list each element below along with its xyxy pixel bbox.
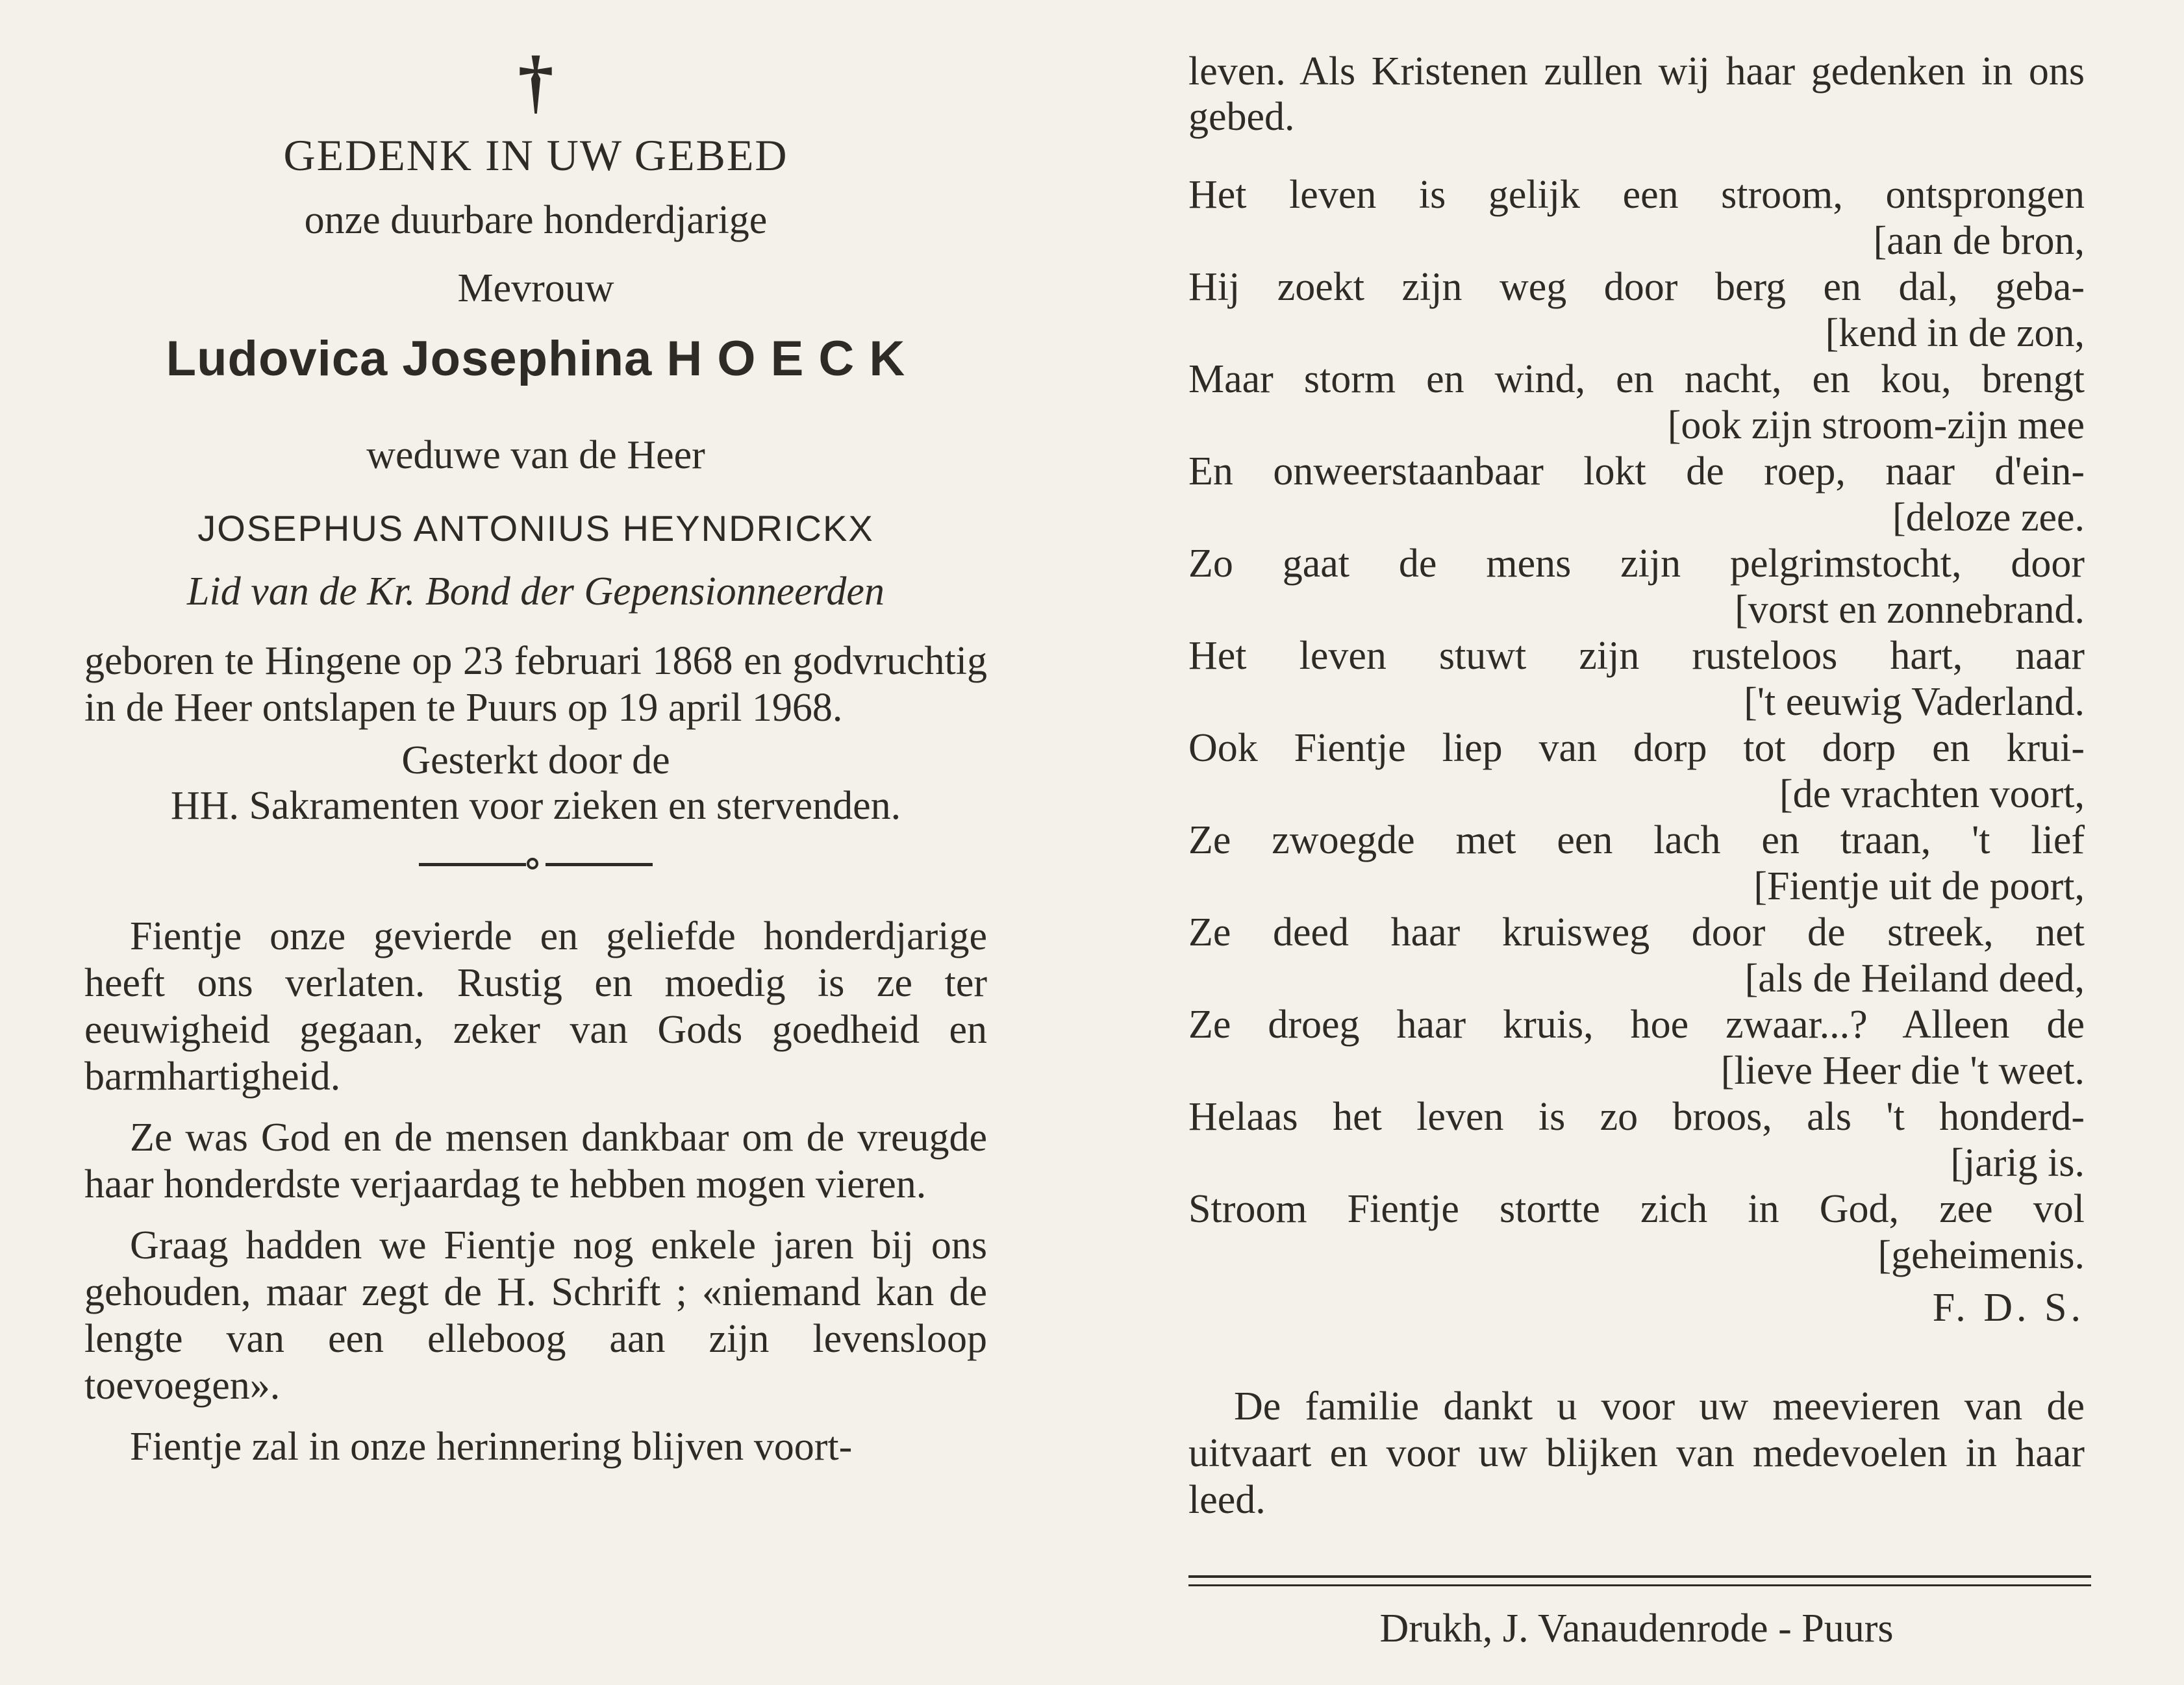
poem-continuation: [geheimenis. [1877,1233,2085,1277]
poem-continuation: [als de Heiland deed, [1744,956,2085,1001]
paragraph: Fientje zal in onze herinnering blijven voort- [130,1425,853,1469]
printer-credit: Drukh, J. Vanaudenrode - Puurs [1379,1606,1894,1651]
paragraph: Ze was God en de mensen dankbaar om de vreugde haar honderdste verjaardag te hebben mogen vieren. [84,1116,987,1206]
heading: GEDENK IN UW GEBED [283,131,788,180]
subheading: onze duurbare honderdjarige [304,198,768,242]
poem-line: Helaas het leven is zo broos, als 't honderd- [1188,1095,2085,1139]
poem-continuation: [de vrachten voort, [1779,772,2085,816]
thanks-text: De familie dankt u voor uw meevieren van de uitvaart en voor uw blijken van medevoelen in haar leed. [1188,1384,2085,1522]
poem-continuation: [vorst en zonnebrand. [1735,588,2085,632]
poem-line: Ook Fientje liep van dorp tot dorp en krui- [1188,726,2085,770]
poem-signature: F. D. S. [1932,1286,2085,1330]
poem-continuation: [jarig is. [1950,1141,2085,1185]
poem-continuation: ['t eeuwig Vaderland. [1744,680,2085,724]
poem-line: Ze deed haar kruisweg door de streek, net [1188,910,2085,955]
cross-icon: † [518,42,554,121]
title-mevrouw: Mevrouw [457,266,614,310]
birth-death-text: geboren te Hingene op 23 februari 1868 en godvruchtig in de Heer ontslapen te Puurs op 19 april 1968. [84,639,987,730]
husband-name: JOSEPHUS ANTONIUS HEYNDRICKX [197,508,874,549]
printer-rule [1188,1575,2091,1586]
strengthened-line-2: HH. Sakramenten voor zieken en stervenden. [170,784,901,828]
poem-line: En onweerstaanbaar lokt de roep, naar d'ein- [1188,449,2085,493]
poem-line: Ze droeg haar kruis, hoe zwaar...? Alleen de [1188,1003,2085,1047]
membership-line: Lid van de Kr. Bond der Gepensionneerden [187,569,885,614]
poem [1188,172,2085,1279]
poem-line: Maar storm en wind, en nacht, en kou, brengt [1188,357,2085,401]
poem-continuation: [kend in de zon, [1825,311,2085,355]
poem-continuation: [Fientje uit de poort, [1753,864,2085,908]
opening-text: leven. Als Kristenen zullen wij haar gedenken in ons gebed. [1188,49,2085,139]
deceased-name: Ludovica Josephina H O E C K [166,331,906,386]
poem-line: Stroom Fientje stortte zich in God, zee vol [1188,1187,2085,1231]
poem-continuation: [lieve Heer die 't weet. [1720,1049,2085,1093]
paragraph: Fientje onze gevierde en geliefde honderdjarige heeft ons verlaten. Rustig en moedig is ze ter eeuwigheid gegaan, zeker van Gods goedheid en barmhartigheid. [84,914,987,1099]
strengthened-line-1: Gesterkt door de [401,738,670,782]
widow-line: weduwe van de Heer [366,433,705,477]
poem-line: Het leven is gelijk een stroom, ontsprongen [1188,173,2085,217]
left-column [84,39,987,1470]
poem-continuation: [ook zijn stroom-zijn mee [1667,403,2085,447]
poem-continuation: [deloze zee. [1892,495,2085,540]
poem-line: Hij zoekt zijn weg door berg en dal, geba- [1188,265,2085,309]
ornament-divider [419,855,653,874]
poem-continuation: [aan de bron, [1873,219,2085,263]
right-column [1188,49,2085,1652]
paragraph: Graag hadden we Fientje nog enkele jaren bij ons gehouden, maar zegt de H. Schrift ; «niemand kan de lengte van een elleboog aan zijn levensloop toevoegen». [84,1223,987,1408]
poem-line: Ze zwoegde met een lach en traan, 't lief [1188,818,2085,862]
poem-line: Zo gaat de mens zijn pelgrimstocht, door [1188,542,2085,586]
poem-line: Het leven stuwt zijn rusteloos hart, naar [1188,634,2085,678]
